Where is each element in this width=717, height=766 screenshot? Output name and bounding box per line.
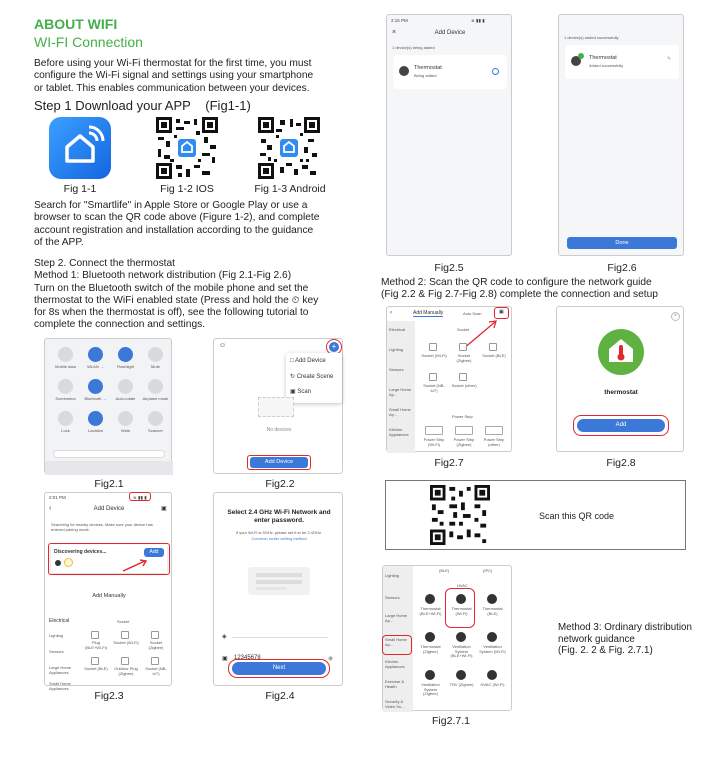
- fig2-5-caption: Fig2.5: [434, 262, 464, 274]
- fig2-7-screenshot: [386, 306, 512, 452]
- thermostat-icon: [456, 594, 466, 604]
- quick-toggle-icon[interactable]: [148, 379, 163, 394]
- device-type-label[interactable]: Socket (Zigbee): [148, 640, 164, 650]
- status-time: 2:15 PM: [391, 18, 408, 23]
- searching-text: Searching for nearby devices. Make sure your device has entered pairing mode.: [51, 522, 153, 532]
- device-type-label[interactable]: Socket (Wi-Fi): [421, 353, 447, 358]
- scan-qr-box: [385, 480, 686, 550]
- method3-paragraph: Method 3: Ordinary distribution network guidance (Fig. 2. 2 & Fig. 2.7.1): [558, 622, 692, 656]
- hvac-section-label: HVAC: [457, 583, 468, 588]
- fig2-5-screenshot: [386, 14, 512, 256]
- socket-icon: [91, 631, 99, 639]
- tab-auto-scan[interactable]: Auto Scan: [463, 311, 482, 316]
- section-subtitle: WI-FI Connection: [34, 34, 143, 50]
- scan-icon[interactable]: ▣: [161, 506, 167, 512]
- device-name: Thermostat: [414, 65, 442, 71]
- quick-toggle-icon[interactable]: [118, 347, 133, 362]
- device-type-label[interactable]: Socket (NB-IoT): [145, 666, 167, 676]
- category-item[interactable]: Electrical: [389, 327, 406, 332]
- quick-toggle-icon[interactable]: [58, 379, 73, 394]
- fig2-7-1-screenshot: [382, 565, 512, 711]
- quick-toggle-icon[interactable]: [88, 411, 103, 426]
- fig2-6-screenshot: [558, 14, 684, 256]
- fig2-4-screenshot: [213, 492, 343, 686]
- thermostat-icon: [487, 670, 497, 680]
- close-icon[interactable]: ×: [671, 312, 680, 321]
- add-menu: [286, 353, 342, 403]
- device-name: thermostat: [604, 389, 638, 396]
- category-item[interactable]: Lighting: [49, 633, 64, 638]
- wifi-name-field[interactable]: [232, 637, 328, 638]
- quick-toggle-label: Wide: [120, 428, 131, 433]
- device-type-label[interactable]: TRV (Zigbee): [449, 682, 474, 687]
- socket-icon: [121, 631, 129, 639]
- discovering-highlight: [48, 543, 170, 575]
- add-button[interactable]: Add: [144, 548, 164, 557]
- device-type-label[interactable]: Power Strip (Zigbee): [453, 437, 475, 447]
- quick-toggle-icon[interactable]: [148, 347, 163, 362]
- plus-icon[interactable]: +: [329, 342, 339, 352]
- socket-icon: [459, 373, 467, 381]
- category-item[interactable]: Sensors: [385, 595, 400, 600]
- fig2-3-screenshot: [44, 492, 172, 691]
- category-item[interactable]: Security & Video Su...: [385, 699, 405, 709]
- quick-toggle-label: Screenshot: [55, 396, 76, 401]
- device-type-label[interactable]: Socket (BLE): [84, 666, 108, 671]
- add-highlight: [573, 415, 669, 436]
- bluetooth-highlight: [129, 492, 151, 501]
- wifi-icon: ◈: [222, 634, 227, 640]
- fig2-3-caption: Fig2.3: [94, 690, 124, 702]
- device-status: Being added: [414, 73, 437, 78]
- quick-toggle-icon[interactable]: [88, 379, 103, 394]
- fig2-6-caption: Fig2.6: [607, 262, 637, 274]
- fig2-4-caption: Fig2.4: [265, 690, 295, 702]
- config-qr-code: [430, 485, 490, 545]
- quick-toggle-label: Lock: [61, 428, 70, 433]
- ipc-label: (IPC): [483, 568, 493, 573]
- progress-icon: [492, 68, 499, 75]
- socket-icon: [91, 657, 99, 665]
- category-item[interactable]: Exercise & Health: [385, 679, 405, 689]
- fig2-1-screenshot: [44, 338, 172, 474]
- done-button[interactable]: Done: [567, 237, 677, 249]
- socket-section-label: Socket: [117, 619, 130, 624]
- socket-section-label: Socket: [457, 327, 470, 332]
- discovering-text: Discovering devices...: [54, 549, 107, 555]
- fig2-2-screenshot: [213, 338, 343, 474]
- eye-icon[interactable]: ◉: [328, 656, 334, 662]
- devices-being-added: 1 device(s) being added: [392, 45, 435, 50]
- category-item[interactable]: Small Home Ap...: [389, 407, 411, 417]
- no-devices-text: No devices: [266, 427, 292, 433]
- socket-icon: [429, 343, 437, 351]
- add-device-button[interactable]: Add Device: [250, 457, 308, 468]
- quick-toggle-label: Mute: [151, 364, 160, 369]
- thermostat-icon: [487, 594, 497, 604]
- thermostat-icon: [425, 594, 435, 604]
- scan-highlight: [494, 307, 509, 319]
- back-icon[interactable]: ‹: [390, 310, 392, 316]
- scan-qr-label: Scan this QR code: [539, 511, 615, 521]
- quick-toggle-label: WLAN →: [87, 364, 104, 369]
- category-item[interactable]: Lighting: [389, 347, 404, 352]
- device-type-label[interactable]: Socket (other): [451, 383, 477, 388]
- socket-icon: [151, 657, 159, 665]
- quick-toggle-icon[interactable]: [58, 347, 73, 362]
- device-card: [393, 55, 507, 89]
- scan-icon[interactable]: ▣: [499, 309, 504, 315]
- fig2-8-screenshot: [556, 306, 684, 452]
- category-item[interactable]: Kitchen Appliances: [389, 427, 409, 437]
- device-type-label[interactable]: Ventilation System (Zigbee): [421, 682, 440, 696]
- device-type-label[interactable]: Thermostat (BLE): [482, 606, 503, 616]
- thermostat-icon: [425, 670, 435, 680]
- thermostat-icon: [399, 66, 409, 76]
- quick-toggle-label: Scanner: [148, 428, 163, 433]
- android-qr-code: [258, 117, 320, 179]
- thermostat-icon: [456, 632, 466, 642]
- socket-icon: [429, 373, 437, 381]
- status-icons: ※ ▮▮ ▮: [133, 495, 147, 500]
- socket-icon: [121, 657, 129, 665]
- ble-label: (BLE): [439, 568, 450, 573]
- status-icons: ※ ▮▮ ▮: [471, 18, 485, 23]
- device-type-label[interactable]: Thermostat (BLE+Wi-Fi): [419, 606, 442, 616]
- device-type-label[interactable]: Socket (BLE): [482, 353, 506, 358]
- category-item[interactable]: Kitchen Appliances: [385, 659, 405, 669]
- arrow-icon: [121, 557, 149, 573]
- quick-toggle-label: Location: [87, 428, 104, 433]
- intro-paragraph: Before using your Wi-Fi thermostat for the first time, you must configure the Wi-Fi signal and settings using your smartphone or tablet. This enables communication between your devices.: [34, 58, 314, 94]
- add-manually-heading: Add Manually: [92, 593, 126, 599]
- device-type-label[interactable]: Socket (NB-IoT): [423, 383, 445, 393]
- quick-toggle-icon[interactable]: [58, 411, 73, 426]
- fig2-7-1-caption: Fig2.7.1: [432, 715, 470, 727]
- wifi-note: If your Wi-Fi is 5GHz, please set it to be 2.4GHz.: [235, 530, 323, 535]
- category-item[interactable]: Lighting: [385, 573, 400, 578]
- fig2-1-caption: Fig2.1: [94, 478, 124, 490]
- thermostat-icon: [425, 632, 435, 642]
- device-type-label[interactable]: Ventilation System (Wi-Fi): [479, 644, 506, 654]
- wifi-title: Select 2.4 GHz Wi-Fi Network and enter password.: [227, 509, 331, 524]
- category-item[interactable]: Large Home Ap...: [389, 387, 412, 397]
- category-item[interactable]: Small Home Appliances: [49, 681, 71, 691]
- devices-added: 1 device(s) added successfully: [564, 35, 619, 40]
- smartlife-app-icon: [49, 117, 111, 179]
- device-type-label[interactable]: Socket (Zigbee): [456, 353, 472, 363]
- category-item[interactable]: Sensors: [389, 367, 404, 372]
- device-type-label[interactable]: Ventilation System (BLE+Wi-Fi): [450, 644, 473, 658]
- back-icon[interactable]: ‹: [49, 505, 52, 512]
- fig2-8-caption: Fig2.8: [606, 457, 636, 469]
- device-type-label[interactable]: Power Strip (Wi-Fi): [423, 437, 445, 447]
- device-status: Added successfully: [589, 63, 624, 68]
- quick-toggle-icon[interactable]: [148, 411, 163, 426]
- device-type-label[interactable]: Power Strip (other): [483, 437, 505, 447]
- device-type-label[interactable]: Socket (Wi-Fi): [113, 640, 139, 645]
- socket-icon: [489, 343, 497, 351]
- close-icon[interactable]: ×: [392, 29, 397, 36]
- tab-add-manually[interactable]: Add Manually: [413, 310, 444, 316]
- user-icon: ☺: [219, 342, 227, 349]
- lock-icon: ▣: [222, 656, 228, 662]
- category-item[interactable]: Small Home Ap...: [385, 637, 407, 647]
- brightness-slider: [53, 450, 165, 458]
- thermostat-icon: [456, 670, 466, 680]
- status-time: 2:01 PM: [49, 495, 66, 500]
- add-device-highlight: [247, 455, 311, 470]
- category-item[interactable]: Large Home Ap...: [385, 613, 408, 623]
- next-button[interactable]: Next: [232, 662, 326, 675]
- category-item[interactable]: Sensors: [49, 649, 64, 654]
- quick-toggle-label: Flashlight: [116, 364, 135, 369]
- power-strip-icon: [485, 426, 503, 435]
- quick-toggle-icon[interactable]: [118, 379, 133, 394]
- ios-qr-code: [156, 117, 218, 179]
- device-type-label[interactable]: Outdoor Plug (Zigbee): [114, 666, 138, 676]
- socket-icon: [459, 343, 467, 351]
- quick-toggle-label: Auto-rotate: [115, 396, 136, 401]
- device-type-label[interactable]: Thermostat (Zigbee): [420, 644, 441, 654]
- fig1-3-caption: Fig 1-3 Android: [254, 183, 326, 195]
- add-device-title: Add Device: [434, 30, 466, 36]
- router-setting-link[interactable]: Common router setting method: [251, 536, 307, 541]
- edit-icon[interactable]: ✎: [667, 56, 672, 62]
- thermostat-app-icon: [598, 329, 644, 375]
- device-card: [565, 45, 679, 79]
- router-illustration: [248, 567, 310, 595]
- fig1-1-caption: Fig 1-1: [63, 183, 97, 195]
- menu-add-device[interactable]: □ Add Device: [290, 358, 326, 364]
- power-strip-label: Power Strip: [452, 414, 473, 419]
- next-highlight: [228, 659, 330, 678]
- device-type-label[interactable]: Plug (BLE+Wi-Fi): [85, 640, 107, 650]
- fig2-2-caption: Fig2.2: [265, 478, 295, 490]
- step2-paragraph: Step 2. Connect the thermostat Method 1: Bluetooth network distribution (Fig 2.1-Fig 2.6) Turn on the Bluetooth switch of the mobile phone and set the thermostat to the WiFi enabled state (Press and hold the ⏲ key for 8s when the thermostat is off), see the following tutorial to complete the connection and settings.: [34, 258, 319, 331]
- method2-paragraph: Method 2: Scan the QR code to configure the network guide (Fig 2.2 & Fig 2.7-Fig 2.8) complete the connection and setup: [381, 277, 658, 301]
- add-button[interactable]: Add: [577, 419, 665, 432]
- device-type-label[interactable]: HVAC (Wi-Fi): [480, 682, 505, 687]
- power-strip-icon: [455, 426, 473, 435]
- check-icon: [578, 53, 584, 59]
- password-field[interactable]: 12345678: [234, 655, 261, 661]
- section-title: ABOUT WIFI: [34, 16, 118, 32]
- fig2-7-caption: Fig2.7: [434, 457, 464, 469]
- device-name: Thermostat: [589, 55, 617, 61]
- power-strip-icon: [425, 426, 443, 435]
- empty-box-icon: [258, 397, 294, 417]
- step1-heading: Step 1 Download your APP (Fig1-1): [34, 98, 251, 113]
- quick-toggle-label: Mobile data: [55, 364, 76, 369]
- quick-toggle-label: Bluetooth →: [84, 396, 107, 401]
- quick-toggle-label: Airplane mode: [142, 396, 169, 401]
- socket-icon: [151, 631, 159, 639]
- category-electrical[interactable]: Electrical: [49, 618, 70, 624]
- quick-toggle-icon[interactable]: [118, 411, 133, 426]
- menu-scan[interactable]: ▣ Scan: [290, 389, 312, 395]
- quick-toggle-icon[interactable]: [88, 347, 103, 362]
- device-type-label[interactable]: Thermostat (Wi-Fi): [451, 606, 472, 616]
- search-paragraph: Search for "Smartlife" in Apple Store or Google Play or use a browser to scan the QR code above (Figure 1-2), and complete account registration and installation according to the guidance of the APP.: [34, 200, 320, 248]
- category-item[interactable]: Large Home Appliances: [49, 665, 72, 675]
- add-device-title: Add Device: [93, 506, 125, 512]
- menu-create-scene[interactable]: ↻ Create Scene: [290, 374, 334, 380]
- thermostat-icon: [487, 632, 497, 642]
- fig1-2-caption: Fig 1-2 IOS: [160, 183, 214, 195]
